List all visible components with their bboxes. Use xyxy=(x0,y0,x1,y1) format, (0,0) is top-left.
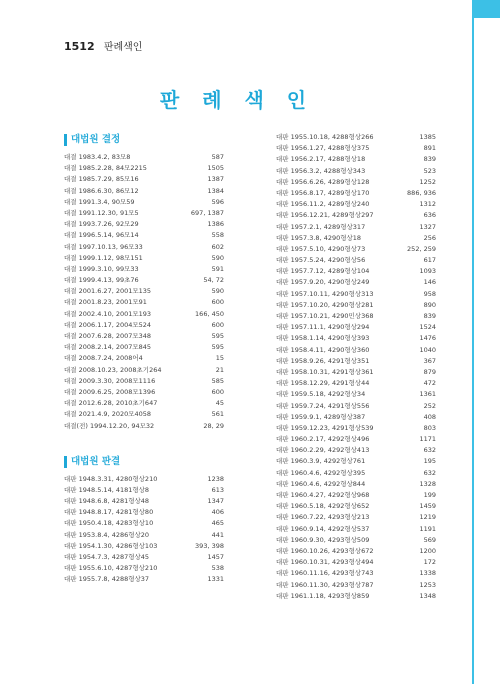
index-entry xyxy=(276,289,436,300)
page-reference: 596 xyxy=(211,197,224,206)
page-reference: 393, 398 xyxy=(195,541,224,550)
page-reference: 256 xyxy=(423,233,436,242)
index-entry xyxy=(64,376,224,387)
index-entry xyxy=(64,286,224,297)
page-reference: 1327 xyxy=(419,222,436,231)
case-citation: 대결 2009.6.25, 2008모1396 xyxy=(64,387,156,396)
case-citation: 대판 1957.3.8, 4290형상18 xyxy=(276,233,362,242)
index-entry xyxy=(64,518,224,529)
case-citation: 대판 1957.9.20, 4290형상249 xyxy=(276,278,370,287)
section-heading-judgments: 대법원 판결 xyxy=(64,456,224,468)
case-citation: 대판 1960.3.9, 4292형상761 xyxy=(276,457,366,466)
page-reference: 1385 xyxy=(419,133,436,141)
case-citation: 대결 2008.2.14, 2007모845 xyxy=(64,343,152,352)
index-entry xyxy=(276,188,436,199)
page-reference: 441 xyxy=(211,530,224,539)
page-reference: 472 xyxy=(423,379,436,388)
page-reference: 890 xyxy=(423,300,436,309)
index-entry xyxy=(64,152,224,163)
index-entry xyxy=(276,501,436,512)
case-citation: 대판 1961.1.18, 4293형상859 xyxy=(276,591,370,600)
index-entry xyxy=(276,468,436,479)
index-entry xyxy=(64,474,224,485)
case-citation: 대판 1959.5.18, 4292형상34 xyxy=(276,390,366,399)
page-reference: 1253 xyxy=(419,580,436,589)
case-citation: 대판 1960.10.26, 4293형상672 xyxy=(276,546,374,555)
page-reference: 1348 xyxy=(419,591,436,600)
page-reference: 252, 259 xyxy=(407,244,436,253)
index-entry xyxy=(64,197,224,208)
case-citation: 대결 1983.4.2, 83모8 xyxy=(64,153,131,161)
case-citation: 대판 1960.10.31, 4293형상494 xyxy=(276,558,374,567)
case-citation: 대판 1958.9.26, 4291형상351 xyxy=(276,356,370,365)
index-entry xyxy=(276,423,436,434)
index-entry xyxy=(64,574,224,585)
page-reference: 408 xyxy=(423,412,436,421)
case-citation: 대판 1958.10.31, 4291형상361 xyxy=(276,367,374,376)
index-entry xyxy=(276,591,436,602)
case-citation: 대결 1985.7.29, 85모16 xyxy=(64,175,139,184)
case-citation: 대판 1957.10.20, 4290형상281 xyxy=(276,300,374,309)
case-citation: 대판 1950.4.18, 4283형상10 xyxy=(64,519,154,528)
index-entry xyxy=(276,345,436,356)
page-reference: 15 xyxy=(215,354,224,363)
page-reference: 1312 xyxy=(419,200,436,209)
case-citation: 대결 1999.4.13, 99초76 xyxy=(64,276,139,285)
case-citation: 대판 1960.4.6, 4292형상395 xyxy=(276,468,366,477)
page-reference: 839 xyxy=(423,155,436,164)
index-entry xyxy=(276,333,436,344)
page-reference: 1459 xyxy=(419,502,436,511)
case-citation: 대결 1986.6.30, 86모12 xyxy=(64,186,139,195)
page-reference: 591 xyxy=(211,264,224,273)
index-entry xyxy=(64,253,224,264)
judgments-list-continued xyxy=(276,132,436,602)
case-citation: 대판 1957.2.1, 4289형상317 xyxy=(276,222,366,231)
page-reference: 886, 936 xyxy=(407,188,436,197)
page-reference: 1200 xyxy=(419,546,436,555)
case-citation: 대판 1954.7.3, 4287형상45 xyxy=(64,553,150,561)
index-entry xyxy=(64,208,224,219)
case-citation: 대결 2021.4.9, 2020모4058 xyxy=(64,410,152,419)
case-citation: 대판 1956.11.2, 4289형상240 xyxy=(276,200,370,209)
page-reference: 367 xyxy=(423,356,436,365)
index-entry xyxy=(276,199,436,210)
page-reference: 1191 xyxy=(419,524,436,533)
page-reference: 595 xyxy=(211,332,224,340)
page-reference: 617 xyxy=(423,256,436,265)
index-entry xyxy=(64,496,224,507)
index-entry xyxy=(276,222,436,233)
page-reference: 252 xyxy=(423,401,436,410)
case-citation: 대판 1960.7.22, 4293형상213 xyxy=(276,513,370,522)
page-reference: 1347 xyxy=(207,497,224,506)
case-citation: 대결 1991.12.30, 91모5 xyxy=(64,208,139,217)
index-entry xyxy=(276,445,436,456)
case-citation: 대판 1960.4.6, 4292형상844 xyxy=(276,479,366,488)
case-citation: 대판 1959.9.1, 4289형상387 xyxy=(276,412,366,421)
index-entry xyxy=(276,580,436,591)
index-entry xyxy=(64,331,224,342)
page-reference: 406 xyxy=(211,508,224,517)
page-reference: 199 xyxy=(423,491,436,499)
left-column xyxy=(64,134,224,586)
index-entry xyxy=(276,512,436,523)
page-reference: 600 xyxy=(211,387,224,396)
case-citation: 대판 1955.7.8, 4288형상37 xyxy=(64,575,150,584)
case-citation: 대판 1957.10.21, 4290민상368 xyxy=(276,312,374,320)
case-citation: 대판 1948.5.14, 4181형상8 xyxy=(64,485,150,494)
case-citation: 대판 1948.3.31, 4280형상210 xyxy=(64,474,158,483)
index-entry xyxy=(276,546,436,557)
page-reference: 632 xyxy=(423,446,436,455)
page-reference: 523 xyxy=(423,166,436,175)
index-entry xyxy=(276,300,436,311)
case-citation: 대결 1999.3.10, 99모33 xyxy=(64,264,139,273)
page-reference: 1476 xyxy=(419,334,436,343)
page-reference: 595 xyxy=(211,343,224,352)
case-citation: 대판 1948.8.17, 4281형상80 xyxy=(64,508,154,517)
page-reference: 558 xyxy=(211,231,224,240)
case-citation: 대결 1996.5.14, 96모14 xyxy=(64,231,139,240)
index-entry xyxy=(64,230,224,241)
page-reference: 195 xyxy=(423,457,436,466)
index-entry xyxy=(64,530,224,541)
index-entry xyxy=(276,177,436,188)
index-entry xyxy=(276,434,436,445)
index-entry xyxy=(64,264,224,275)
section-heading-decisions: 대법원 결정 xyxy=(64,134,224,146)
case-citation: 대판 1960.2.17, 4292형상496 xyxy=(276,435,370,444)
running-title: 판례색인 xyxy=(103,42,143,53)
index-entry xyxy=(276,412,436,423)
page-reference: 587 xyxy=(211,153,224,161)
index-entry xyxy=(276,401,436,412)
case-citation: 대판 1957.5.10, 4290형상73 xyxy=(276,244,366,253)
page-reference: 1238 xyxy=(207,474,224,483)
case-citation: 대판 1954.1.30, 4286형상103 xyxy=(64,541,158,550)
case-citation: 대판 1956.12.21, 4289형상297 xyxy=(276,211,374,220)
case-citation: 대판 1960.5.18, 4292형상652 xyxy=(276,502,370,511)
index-entry xyxy=(276,490,436,501)
page-header xyxy=(64,38,142,53)
page-reference: 600 xyxy=(211,320,224,329)
case-citation: 대결 2009.3.30, 2008모1116 xyxy=(64,376,156,385)
page-reference: 632 xyxy=(423,468,436,477)
page-reference: 602 xyxy=(211,242,224,251)
index-entry xyxy=(64,421,224,432)
page-reference: 561 xyxy=(211,410,224,419)
case-citation: 대결 1999.1.12, 98모151 xyxy=(64,253,143,262)
page-reference: 1457 xyxy=(207,553,224,561)
page-reference: 636 xyxy=(423,211,436,220)
case-citation: 대결 1985.2.28, 84모2215 xyxy=(64,164,147,173)
index-entry xyxy=(276,244,436,255)
case-citation: 대판 1956.1.27, 4288형상375 xyxy=(276,144,370,153)
index-entry xyxy=(64,353,224,364)
index-entry xyxy=(276,233,436,244)
page-reference: 697, 1387 xyxy=(190,208,224,217)
index-entry xyxy=(64,174,224,185)
index-entry xyxy=(64,186,224,197)
page-reference: 54, 72 xyxy=(203,276,224,285)
case-citation: 대판 1957.7.12, 4289형상104 xyxy=(276,267,370,276)
page-reference: 1040 xyxy=(419,345,436,354)
case-citation: 대판 1959.12.23, 4291형상539 xyxy=(276,423,374,432)
index-entry xyxy=(276,322,436,333)
index-entry xyxy=(64,485,224,496)
page-reference: 600 xyxy=(211,298,224,307)
page-reference: 958 xyxy=(423,289,436,298)
page-reference: 590 xyxy=(211,253,224,262)
index-entry xyxy=(276,356,436,367)
index-entry xyxy=(276,210,436,221)
index-entry xyxy=(276,266,436,277)
case-citation: 대결 2012.6.28, 2010초기647 xyxy=(64,399,158,408)
case-citation: 대판 1960.9.30, 4293형상509 xyxy=(276,535,370,544)
case-citation: 대판 1957.10.11, 4290형상313 xyxy=(276,289,374,298)
case-citation: 대판 1959.7.24, 4291형상556 xyxy=(276,401,370,410)
decisions-list xyxy=(64,152,224,432)
case-citation: 대판 1956.3.2, 4288형상343 xyxy=(276,166,366,175)
case-citation: 대판 1960.11.16, 4293형상743 xyxy=(276,569,374,578)
page-reference: 590 xyxy=(211,287,224,296)
case-citation: 대판 1957.5.24, 4290형상56 xyxy=(276,256,366,265)
page-reference: 28, 29 xyxy=(203,421,224,430)
page-reference: 585 xyxy=(211,376,224,385)
page-reference: 1386 xyxy=(207,220,224,229)
page-reference: 1384 xyxy=(207,186,224,195)
right-column xyxy=(276,132,436,602)
index-entry xyxy=(276,378,436,389)
index-entry xyxy=(276,132,436,143)
case-citation: 대판 1948.6.8, 4281형상48 xyxy=(64,497,150,506)
case-citation: 대판 1956.6.26, 4289형상128 xyxy=(276,177,370,186)
case-citation: 대판 1960.9.14, 4292형상537 xyxy=(276,524,370,533)
case-citation: 대판 1958.1.14, 4290형상393 xyxy=(276,334,370,343)
case-citation: 대판 1955.6.10, 4287형상210 xyxy=(64,564,158,573)
corner-tab xyxy=(474,0,500,18)
case-citation: 대결 1993.7.26, 92모29 xyxy=(64,220,139,229)
case-citation: 대판 1956.8.17, 4289형상170 xyxy=(276,188,370,197)
index-entry xyxy=(64,398,224,409)
page-reference: 891 xyxy=(423,144,436,153)
page-reference: 1171 xyxy=(419,435,436,444)
case-citation: 대결 2001.6.27, 2001모135 xyxy=(64,287,152,296)
page-title: 판 례 색 인 xyxy=(159,88,315,112)
page-reference: 1338 xyxy=(419,569,436,578)
page-reference: 1505 xyxy=(207,164,224,173)
index-entry xyxy=(276,367,436,378)
page-reference: 465 xyxy=(211,519,224,528)
page-number: 1512 xyxy=(64,40,95,53)
index-entry xyxy=(276,524,436,535)
index-entry xyxy=(276,277,436,288)
index-entry xyxy=(276,535,436,546)
page-reference: 1219 xyxy=(419,513,436,522)
index-entry xyxy=(64,387,224,398)
page-reference: 166, 450 xyxy=(195,309,224,318)
page-reference: 146 xyxy=(423,278,436,287)
page-reference: 569 xyxy=(423,535,436,544)
page-reference: 1387 xyxy=(207,175,224,184)
case-citation: 대판 1953.8.4, 4286형상20 xyxy=(64,530,150,539)
index-entry xyxy=(64,541,224,552)
case-citation: 대판 1960.11.30, 4293형상787 xyxy=(276,580,374,589)
index-entry xyxy=(64,552,224,563)
index-entry xyxy=(276,143,436,154)
index-entry xyxy=(276,389,436,400)
case-citation: 대판 1958.4.11, 4290형상360 xyxy=(276,345,370,354)
case-citation: 대결 2007.6.28, 2007모348 xyxy=(64,332,152,340)
index-entry xyxy=(64,507,224,518)
case-citation: 대판 1960.4.27, 4292형상968 xyxy=(276,491,370,499)
page-reference: 21 xyxy=(215,365,224,374)
page-reference: 1328 xyxy=(419,479,436,488)
page-reference: 1524 xyxy=(419,323,436,332)
page-reference: 613 xyxy=(211,485,224,494)
index-entry xyxy=(276,456,436,467)
index-entry xyxy=(64,242,224,253)
case-citation: 대판 1955.10.18, 4288형상266 xyxy=(276,133,374,141)
index-entry xyxy=(64,275,224,286)
case-citation: 대결 2001.8.23, 2001모91 xyxy=(64,298,147,307)
index-entry xyxy=(276,255,436,266)
index-entry xyxy=(64,297,224,308)
case-citation: 대결 1991.3.4, 90모59 xyxy=(64,197,135,206)
case-citation: 대결 2008.7.24, 2008어4 xyxy=(64,354,143,363)
index-entry xyxy=(276,568,436,579)
index-entry xyxy=(276,479,436,490)
page-reference: 172 xyxy=(423,558,436,567)
page-reference: 839 xyxy=(423,312,436,320)
index-entry xyxy=(276,166,436,177)
page-reference: 1093 xyxy=(419,267,436,276)
page-reference: 803 xyxy=(423,423,436,432)
index-entry xyxy=(64,365,224,376)
case-citation: 대결 2008.10.23, 2008초기264 xyxy=(64,365,162,374)
case-citation: 대판 1960.2.29, 4292형상413 xyxy=(276,446,370,455)
case-citation: 대판 1956.2.17, 4288형상18 xyxy=(276,155,366,164)
index-entry xyxy=(64,163,224,174)
case-citation: 대판 1957.11.1, 4290형상294 xyxy=(276,323,370,332)
judgments-list xyxy=(64,474,224,586)
page-reference: 1361 xyxy=(419,390,436,399)
case-citation: 대결 1997.10.13, 96모33 xyxy=(64,242,143,251)
case-citation: 대결 2006.1.17, 2004모524 xyxy=(64,320,152,329)
index-entry xyxy=(276,154,436,165)
page-reference: 1252 xyxy=(419,177,436,186)
index-entry xyxy=(64,563,224,574)
page-reference: 538 xyxy=(211,564,224,573)
case-citation: 대결(전) 1994.12.20, 94모32 xyxy=(64,421,155,430)
index-entry xyxy=(276,557,436,568)
case-citation: 대결 2002.4.10, 2001모193 xyxy=(64,309,152,318)
index-entry xyxy=(64,409,224,420)
page-reference: 1331 xyxy=(207,575,224,584)
index-entry xyxy=(276,311,436,322)
index-entry xyxy=(64,219,224,230)
page-reference: 45 xyxy=(215,399,224,408)
index-entry xyxy=(64,342,224,353)
index-entry xyxy=(64,309,224,320)
case-citation: 대판 1958.12.29, 4291형상44 xyxy=(276,379,370,388)
page-reference: 879 xyxy=(423,367,436,376)
index-entry xyxy=(64,320,224,331)
